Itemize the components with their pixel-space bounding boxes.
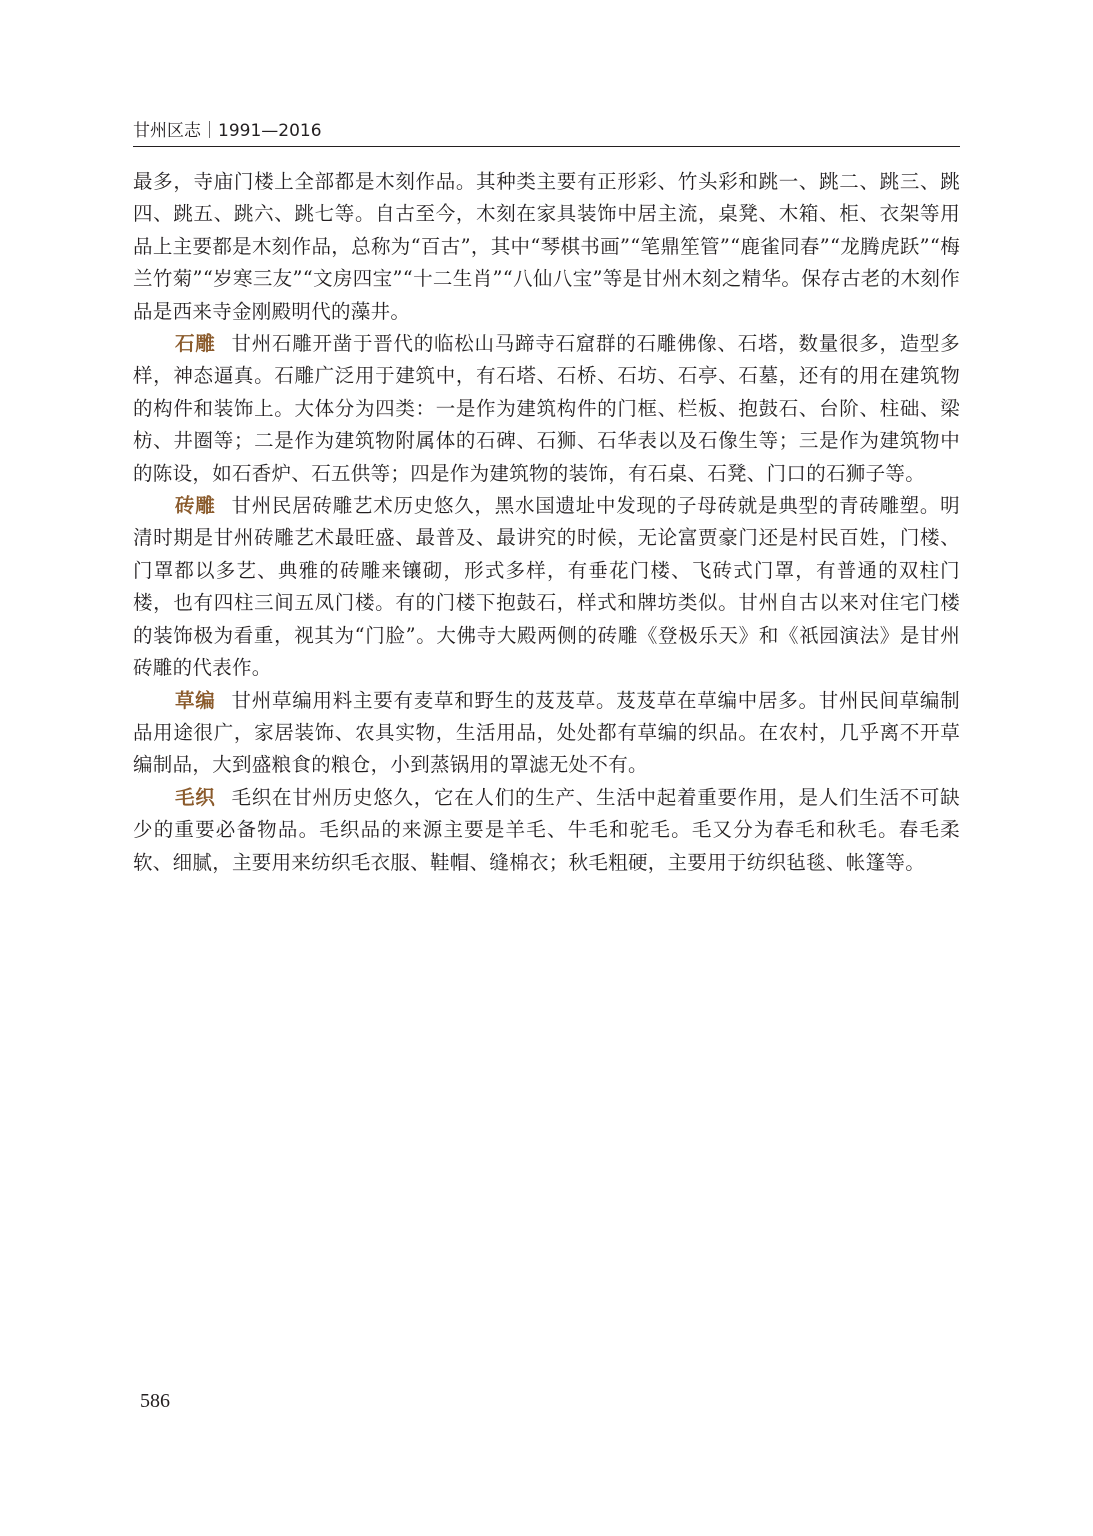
page-number: 586	[140, 1390, 170, 1412]
section-heading: 石雕	[175, 332, 216, 356]
paragraph-wool-weaving	[133, 782, 960, 879]
header-rule	[133, 146, 960, 147]
paragraph-text: 最多，寺庙门楼上全部都是木刻作品。其种类主要有正形彩、竹头彩和跳一、跳二、跳三、跳四、跳五、跳六、跳七等。自古至今，木刻在家具装饰中居主流，桌凳、木箱、柜、衣架等用品上主要都是木刻作品，总称为“百古”，其中“琴棋书画”“笔鼎笙管”“鹿雀同春”“龙腾虎跃”“梅兰竹菊”“岁寒三友”“文房四宝”“十二生肖”“八仙八宝”等是甘州木刻之精华。保存古老的木刻作品是西来寺金刚殿明代的藻井。	[133, 170, 960, 323]
section-heading: 毛织	[175, 785, 216, 809]
paragraph-text: 毛织在甘州历史悠久，它在人们的生产、生活中起着重要作用，是人们生活不可缺少的重要必备物品。毛织品的来源主要是羊毛、牛毛和驼毛。毛又分为春毛和秋毛。春毛柔软、细腻，主要用来纺织毛衣服、鞋帽、缝棉衣；秋毛粗硬，主要用于纺织毡毯、帐篷等。	[133, 785, 960, 874]
paragraph-text: 甘州石雕开凿于晋代的临松山马蹄寺石窟群的石雕佛像、石塔，数量很多，造型多样，神态逼真。石雕广泛用于建筑中，有石塔、石桥、石坊、石亭、石墓，还有的用在建筑物的构件和装饰上。大体分为四类：一是作为建筑构件的门框、栏板、抱鼓石、台阶、柱础、梁枋、井圈等；二是作为建筑物附属体的石碑、石狮、石华表以及石像生等；三是作为建筑物中的陈设，如石香炉、石五供等；四是作为建筑物的装饰，有石桌、石凳、门口的石狮子等。	[133, 332, 960, 485]
section-heading: 砖雕	[175, 494, 216, 518]
section-heading: 草编	[175, 688, 216, 712]
running-header: 甘州区志｜1991—2016	[133, 121, 322, 141]
paragraph-straw-weaving	[133, 685, 960, 782]
paragraph-text: 甘州民居砖雕艺术历史悠久，黑水国遗址中发现的子母砖就是典型的青砖雕塑。明清时期是甘州砖雕艺术最旺盛、最普及、最讲究的时候，无论富贾豪门还是村民百姓，门楼、门罩都以多艺、典雅的砖雕来镶砌，形式多样，有垂花门楼、飞砖式门罩，有普通的双柱门楼，也有四柱三间五凤门楼。有的门楼下抱鼓石，样式和牌坊类似。甘州自古以来对住宅门楼的装饰极为看重，视其为“门脸”。大佛寺大殿两侧的砖雕《登极乐天》和《祇园演法》是甘州砖雕的代表作。	[133, 494, 960, 680]
paragraph-brick-carving	[133, 490, 960, 684]
paragraph-continuation	[133, 166, 960, 328]
paragraph-stone-carving	[133, 328, 960, 490]
paragraph-text: 甘州草编用料主要有麦草和野生的芨芨草。芨芨草在草编中居多。甘州民间草编制品用途很广，家居装饰、农具实物，生活用品，处处都有草编的织品。在农村，几乎离不开草编制品，大到盛粮食的粮仓，小到蒸锅用的罩滤无处不有。	[133, 688, 960, 777]
body-text	[133, 166, 960, 879]
